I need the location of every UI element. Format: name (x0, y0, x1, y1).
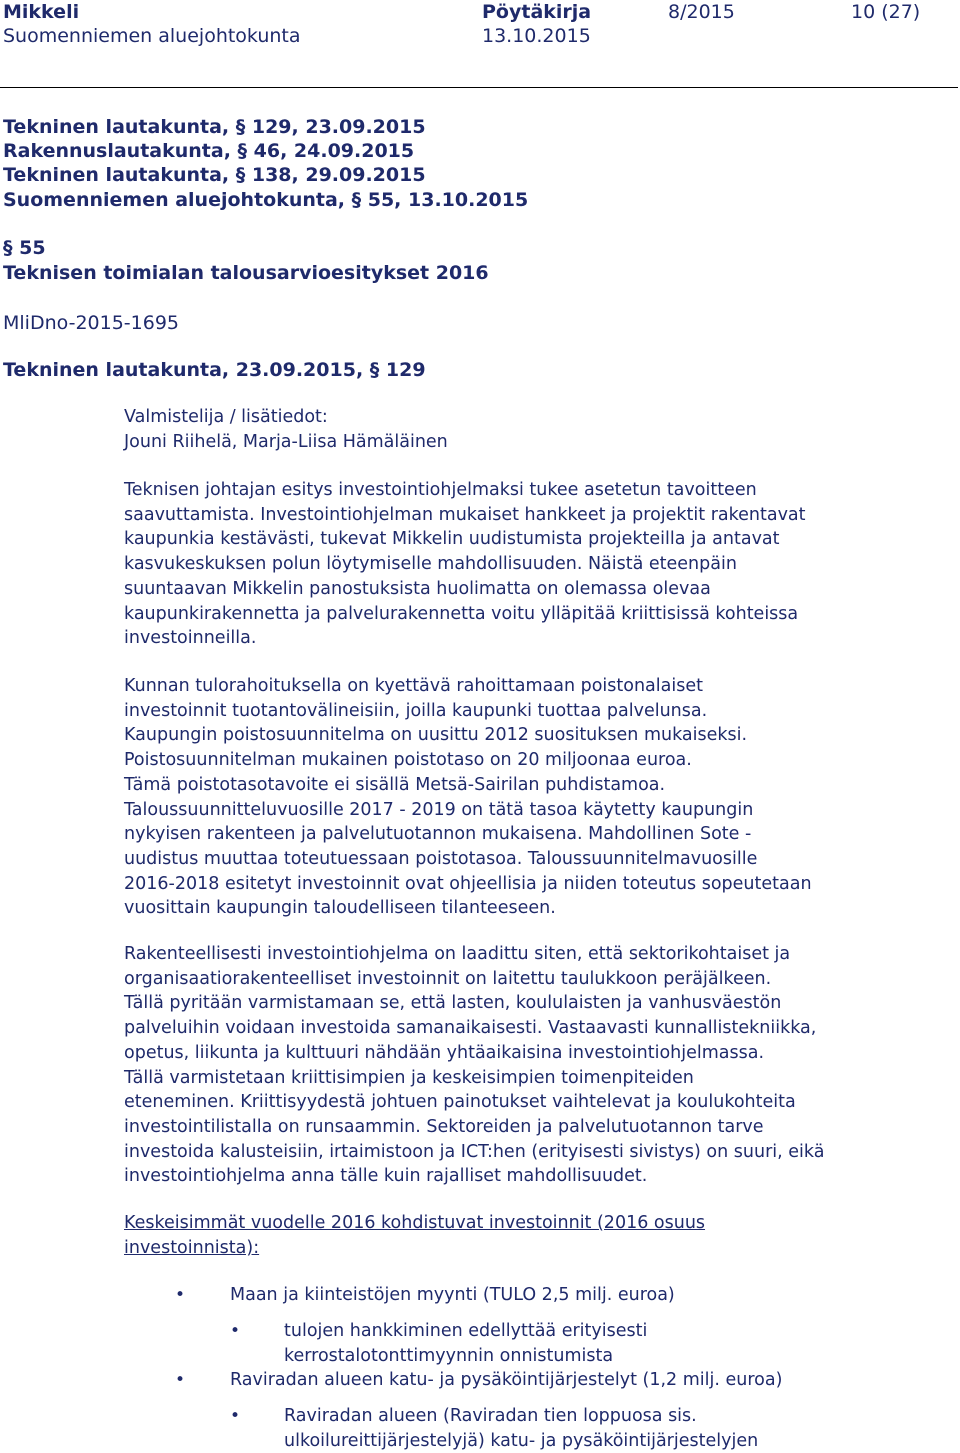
text-line: Kunnan tulorahoituksella on kyettävä rahoittamaan poistonalaiset (124, 676, 703, 696)
paragraph-1 (124, 478, 924, 651)
history-line: Rakennuslautakunta, § 46, 24.09.2015 (3, 140, 415, 162)
preparer-names: Jouni Riihelä, Marja-Liisa Hämäläinen (124, 432, 448, 452)
text-line: kaupunkia kestävästi, tukevat Mikkelin uudistumista projekteilla ja antavat (124, 529, 780, 550)
paragraph-3 (124, 942, 924, 1189)
text-line: kaupunkirakennetta ja palvelurakennetta voitu ylläpitää kriittisissä kohteissa (124, 603, 799, 624)
bullet-icon: • (230, 1321, 241, 1341)
text-line: ulkoilureittijärjestelyjä) katu- ja pysäköintijärjestelyjen (284, 1430, 759, 1451)
bullet-item: Raviradan alueen katu- ja pysäköintijärjestelyt (1,2 milj. euroa) (230, 1370, 783, 1390)
text-line: investointiohjelma anna tälle kuin rajalliset mahdollisuudet. (124, 1166, 648, 1187)
text-line: Raviradan alueen (Raviradan tien loppuosa sis. (284, 1406, 697, 1426)
history-line: Tekninen lautakunta, § 129, 23.09.2015 (3, 116, 426, 138)
text-line: opetus, liikunta ja kulttuuri nähdään yhtäaikaisina investointiohjelmassa. (124, 1042, 765, 1063)
header-divider (0, 87, 958, 88)
body-name: Suomenniemen aluejohtokunta (3, 25, 301, 47)
sub-bullet-item (284, 1319, 647, 1368)
text-line: palveluihin voidaan investoida samanaikaisesti. Vastaavasti kunnallistekniikka, (124, 1018, 817, 1039)
text-line: eteneminen. Kriittisyydestä johtuen painotukset vaihtelevat ja koulukohteita (124, 1092, 796, 1113)
key-investments-heading (124, 1211, 924, 1260)
text-line: Kaupungin poistosuunnitelma on uusittu 2012 suosituksen mukaiseksi. (124, 725, 748, 746)
text-line: investoinnista): (124, 1237, 260, 1258)
text-line: investoinnit tuotantovälineisiin, joilla kaupunki tuottaa palvelunsa. (124, 700, 708, 721)
text-line: kasvukeskuksen polun löytymiselle mahdollisuuden. Näistä eteenpäin (124, 554, 737, 575)
bullet-icon: • (175, 1285, 186, 1305)
text-line: saavuttamista. Investointiohjelman mukaiset hankkeet ja projektit rakentavat (124, 504, 806, 525)
paragraph-2 (124, 674, 924, 921)
text-line: kerrostalotonttimyynnin onnistumista (284, 1345, 614, 1366)
text-line: organisaatiorakenteelliset investoinnit on laitettu taulukkoon peräjälkeen. (124, 968, 772, 989)
text-line: investoinneilla. (124, 628, 257, 649)
text-line: investoida kalusteisiin, irtaimistoon ja ICT:hen (erityisesti sivistys) on suuri, eikä (124, 1141, 825, 1162)
text-line: Teknisen johtajan esitys investointiohjelmaksi tukee asetetun tavoitteen (124, 480, 757, 500)
doc-date: 13.10.2015 (482, 25, 591, 47)
section-title: Teknisen toimialan talousarvioesitykset 2016 (3, 262, 489, 284)
text-line: suuntaavan Mikkelin panostuksista huolimatta on olemassa olevaa (124, 578, 711, 599)
bullet-icon: • (230, 1406, 241, 1426)
history-line: Tekninen lautakunta, § 138, 29.09.2015 (3, 164, 426, 186)
preparer-label: Valmistelija / lisätiedot: (124, 407, 328, 427)
sub-bullet-item (284, 1404, 758, 1453)
text-line: Poistosuunnitelman mukainen poistotaso on 20 miljoonaa euroa. (124, 750, 692, 771)
doc-number: 8/2015 (668, 1, 735, 23)
diary-number: MliDno-2015-1695 (3, 312, 180, 334)
text-line: investointilistalla on runsaammin. Sektoreiden ja palvelutuotannon tarve (124, 1116, 764, 1137)
org-name: Mikkeli (3, 1, 80, 23)
text-line: nykyisen rakenteen ja palvelutuotannon mukaisena. Mahdollinen Sote - (124, 824, 752, 845)
bullet-icon: • (175, 1370, 186, 1390)
text-line: Rakenteellisesti investointiohjelma on laadittu siten, että sektorikohtaiset ja (124, 944, 791, 964)
section-number: § 55 (3, 237, 46, 259)
doc-type: Pöytäkirja (482, 1, 592, 23)
meeting-heading: Tekninen lautakunta, 23.09.2015, § 129 (3, 359, 426, 381)
text-line: uudistus muuttaa toteutuessaan poistotasoa. Taloussuunnitelmavuosille (124, 848, 758, 869)
text-line: vuosittain kaupungin taloudelliseen tilanteeseen. (124, 898, 556, 919)
text-line: tulojen hankkiminen edellyttää erityisesti (284, 1321, 648, 1341)
page-number: 10 (27) (851, 1, 921, 23)
bullet-item: Maan ja kiinteistöjen myynti (TULO 2,5 milj. euroa) (230, 1285, 675, 1305)
text-line: 2016-2018 esitetyt investoinnit ovat ohjeellisia ja niiden toteutus sopeutetaan (124, 873, 812, 894)
text-line: Tällä pyritään varmistamaan se, että lasten, koululaisten ja vanhusväestön (124, 993, 782, 1014)
text-line: Keskeisimmät vuodelle 2016 kohdistuvat investoinnit (2016 osuus (124, 1213, 706, 1233)
history-line: Suomenniemen aluejohtokunta, § 55, 13.10.2015 (3, 189, 529, 211)
text-line: Tämä poistotasotavoite ei sisällä Metsä-Sairilan puhdistamoa. (124, 774, 666, 795)
text-line: Tällä varmistetaan kriittisimpien ja keskeisimpien toimenpiteiden (124, 1067, 694, 1088)
text-line: Taloussuunnitteluvuosille 2017 - 2019 on tätä tasoa käytetty kaupungin (124, 799, 754, 820)
